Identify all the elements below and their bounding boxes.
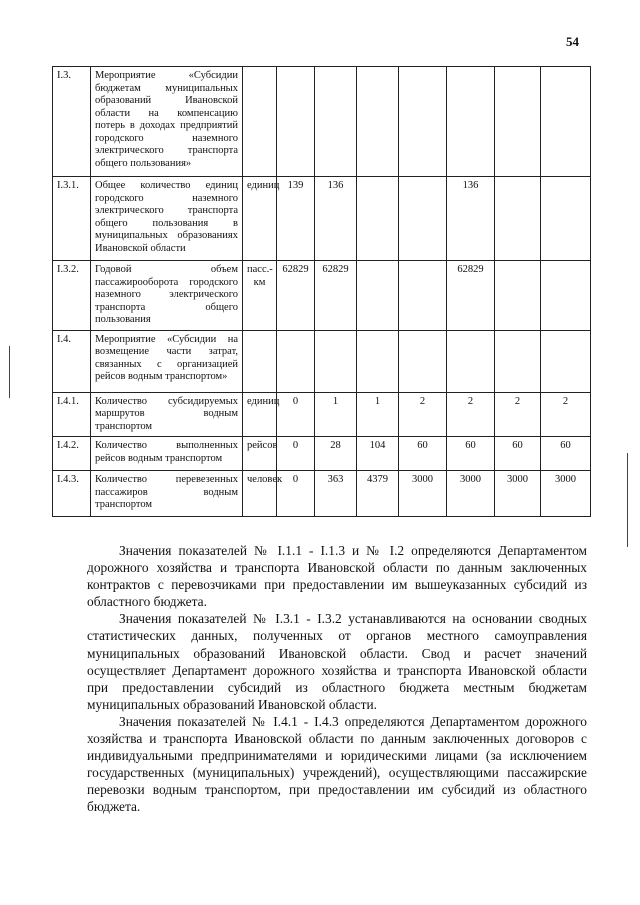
row-value: 2 xyxy=(495,392,541,437)
row-value: 62829 xyxy=(447,261,495,331)
table-row xyxy=(53,177,591,261)
table-row xyxy=(53,392,591,437)
row-unit: единиц xyxy=(243,392,277,437)
row-value: 0 xyxy=(277,471,315,517)
scan-mark-right xyxy=(627,453,628,547)
row-value: 139 xyxy=(277,177,315,261)
row-code: I.4. xyxy=(53,330,91,392)
row-value xyxy=(357,177,399,261)
row-value xyxy=(277,67,315,177)
row-value: 60 xyxy=(399,437,447,471)
row-value: 0 xyxy=(277,437,315,471)
row-value xyxy=(399,177,447,261)
row-value: 136 xyxy=(315,177,357,261)
row-value xyxy=(495,67,541,177)
row-value xyxy=(315,67,357,177)
row-value: 62829 xyxy=(277,261,315,331)
row-value xyxy=(399,330,447,392)
row-code: I.4.3. xyxy=(53,471,91,517)
table-body xyxy=(53,67,591,517)
row-code: I.3.2. xyxy=(53,261,91,331)
row-value xyxy=(495,177,541,261)
row-value: 1 xyxy=(315,392,357,437)
row-unit xyxy=(243,67,277,177)
row-value xyxy=(277,330,315,392)
row-value xyxy=(541,67,591,177)
row-value xyxy=(541,261,591,331)
row-value: 363 xyxy=(315,471,357,517)
table-row xyxy=(53,261,591,331)
row-value xyxy=(315,330,357,392)
scan-mark-left xyxy=(9,346,10,398)
body-text xyxy=(87,542,587,816)
row-indicator-name: Годовой объем пассажирооборота городского наземного электрического транспорта общего пользования xyxy=(91,261,243,331)
row-value xyxy=(357,261,399,331)
row-code: I.4.1. xyxy=(53,392,91,437)
row-unit: единиц xyxy=(243,177,277,261)
row-value: 2 xyxy=(447,392,495,437)
table-row xyxy=(53,330,591,392)
row-value: 60 xyxy=(447,437,495,471)
row-code: I.3.1. xyxy=(53,177,91,261)
row-value xyxy=(357,67,399,177)
row-value xyxy=(357,330,399,392)
row-value xyxy=(399,67,447,177)
row-value xyxy=(495,330,541,392)
paragraph-2: Значения показателей № I.3.1 - I.3.2 устанавливаются на основании сводных статистических данных, полученных от органов местного самоуправления муниципальных образований Ивановской области. Свод и расчет значений осуществляет Департамент дорожного хозяйства и транспорта Ивановской области при предоставлении субсидий из областного бюджета местным бюджетам муниципальных образований Ивановской области. xyxy=(87,611,587,712)
row-value: 3000 xyxy=(447,471,495,517)
table-row xyxy=(53,67,591,177)
row-value: 136 xyxy=(447,177,495,261)
row-value xyxy=(447,330,495,392)
row-value: 2 xyxy=(541,392,591,437)
row-value: 28 xyxy=(315,437,357,471)
row-indicator-name: Мероприятие «Субсидии бюджетам муниципальных образований Ивановской области на компенсацию потерь в доходах предприятий городского наземного электрического транспорта общего пользования» xyxy=(91,67,243,177)
row-code: I.4.2. xyxy=(53,437,91,471)
row-value xyxy=(399,261,447,331)
row-value: 62829 xyxy=(315,261,357,331)
row-value: 2 xyxy=(399,392,447,437)
indicators-table xyxy=(52,66,591,517)
row-value: 3000 xyxy=(541,471,591,517)
row-unit: рейсов xyxy=(243,437,277,471)
row-value: 60 xyxy=(495,437,541,471)
page-number: 54 xyxy=(566,34,579,49)
row-unit xyxy=(243,330,277,392)
row-value: 4379 xyxy=(357,471,399,517)
row-value xyxy=(447,67,495,177)
row-value xyxy=(495,261,541,331)
row-indicator-name: Мероприятие «Субсидии на возмещение части затрат, связанных с организацией рейсов водным транспортом» xyxy=(91,330,243,392)
row-value: 0 xyxy=(277,392,315,437)
row-value: 104 xyxy=(357,437,399,471)
row-value: 1 xyxy=(357,392,399,437)
row-indicator-name: Количество выполненных рейсов водным транспортом xyxy=(91,437,243,471)
table-row xyxy=(53,437,591,471)
row-value xyxy=(541,177,591,261)
paragraph-1: Значения показателей № I.1.1 - I.1.3 и № I.2 определяются Департаментом дорожного хозяйства и транспорта Ивановской области по данным заключенных контрактов с перевозчиками при предоставлении им вышеуказанных субсидий из областного бюджета. xyxy=(87,543,587,610)
paragraph-3: Значения показателей № I.4.1 - I.4.3 определяются Департаментом дорожного хозяйства и транспорта Ивановской области по данным заключенных договоров с индивидуальными предпринимателями и юридическими лицами (за исключением государственных (муниципальных) учреждений), осуществляющими пассажирские перевозки водным транспортом, при предоставлении им субсидий из областного бюджета. xyxy=(87,713,587,815)
row-unit: человек xyxy=(243,471,277,517)
row-indicator-name: Общее количество единиц городского наземного электрического транспорта общего пользования в муниципальных образованиях Ивановской области xyxy=(91,177,243,261)
row-value: 3000 xyxy=(399,471,447,517)
row-indicator-name: Количество перевезенных пассажиров водным транспортом xyxy=(91,471,243,517)
row-unit: пасс.-км xyxy=(243,261,277,331)
row-value: 3000 xyxy=(495,471,541,517)
row-code: I.3. xyxy=(53,67,91,177)
row-indicator-name: Количество субсидируемых маршрутов водным транспортом xyxy=(91,392,243,437)
row-value: 60 xyxy=(541,437,591,471)
row-value xyxy=(541,330,591,392)
table-row xyxy=(53,471,591,517)
